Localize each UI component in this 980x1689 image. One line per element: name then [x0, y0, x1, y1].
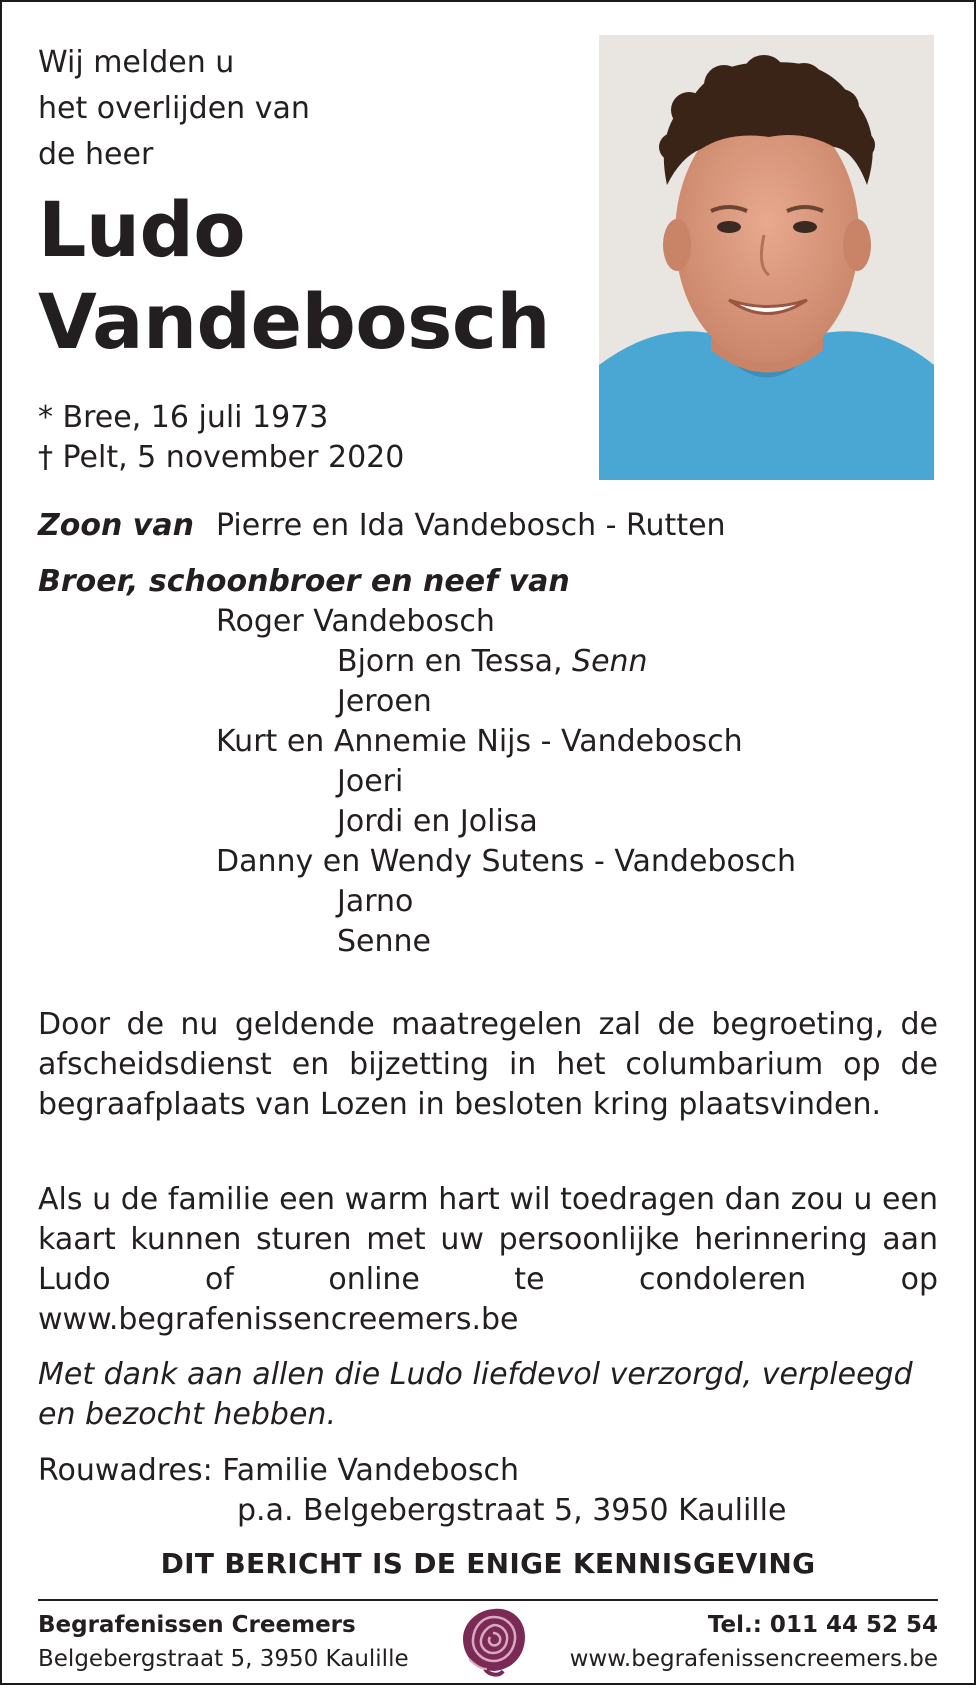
siblings-heading-row — [38, 562, 938, 602]
nephew-name: Senne — [337, 924, 431, 959]
list-item — [38, 882, 938, 922]
rose-icon — [455, 1605, 533, 1681]
phone-number: Tel.: 011 44 52 54 — [707, 1612, 938, 1638]
family-group-1 — [38, 602, 938, 642]
nephew-name: Jarno — [337, 884, 414, 919]
list-item — [38, 762, 938, 802]
nephew-name: Joeri — [337, 764, 404, 799]
family-group-2 — [38, 722, 938, 762]
nephew-name: Jordi en Jolisa — [337, 804, 538, 839]
family-list — [38, 506, 938, 962]
grandchild-name: Senn — [572, 644, 648, 679]
life-dates — [38, 398, 404, 478]
list-item — [38, 682, 938, 722]
parents-row — [38, 506, 938, 546]
intro-line-2: het overlijden van — [38, 91, 310, 126]
mourning-address — [38, 1451, 938, 1531]
first-name: Ludo — [38, 185, 246, 274]
nephew-name: Bjorn en Tessa, Senn — [337, 644, 648, 679]
nephew-name: Jeroen — [337, 684, 432, 719]
list-item — [38, 642, 938, 682]
undertaker-info — [38, 1608, 409, 1676]
sibling-name: Kurt en Annemie Nijs - Vandebosch — [216, 724, 743, 759]
intro-line-1: Wij melden u — [38, 45, 235, 80]
death-date: † Pelt, 5 november 2020 — [38, 440, 405, 475]
siblings-label: Broer, schoonbroer en neef van — [38, 564, 570, 599]
portrait-photo — [599, 35, 934, 480]
footer-divider — [38, 1599, 938, 1601]
website-link[interactable]: www.begrafenissencreemers.be — [569, 1646, 938, 1672]
portrait-illustration — [599, 35, 934, 480]
condolence-paragraph: Als u de familie een warm hart wil toedragen dan zou u een kaart kunnen sturen met uw persoonlijke herinnering aan Ludo of online te condoleren op www.begrafenissencreemers.be — [38, 1182, 938, 1337]
birth-date: * Bree, 16 juli 1973 — [38, 400, 329, 435]
intro-text — [38, 40, 310, 178]
undertaker-street: Belgebergstraat 5, 3950 Kaulille — [38, 1646, 409, 1672]
sibling-name: Danny en Wendy Sutens - Vandebosch — [216, 844, 796, 879]
parents-names: Pierre en Ida Vandebosch - Rutten — [216, 508, 726, 543]
son-of-label: Zoon van — [38, 508, 194, 543]
undertaker-contact — [570, 1608, 938, 1676]
undertaker-name: Begrafenissen Creemers — [38, 1612, 356, 1638]
list-item — [38, 922, 938, 962]
sibling-name: Roger Vandebosch — [216, 604, 495, 639]
only-notice-text: DIT BERICHT IS DE ENIGE KENNISGEVING — [160, 1547, 816, 1580]
deceased-name — [38, 184, 550, 368]
list-item — [38, 802, 938, 842]
intro-line-3: de heer — [38, 137, 154, 172]
address-line-2: p.a. Belgebergstraat 5, 3950 Kaulille — [237, 1493, 787, 1528]
address-line-1: Rouwadres: Familie Vandebosch — [38, 1453, 519, 1488]
last-name: Vandebosch — [38, 277, 551, 366]
thanks-paragraph: Met dank aan allen die Ludo liefdevol verzorgd, verpleegd en bezocht hebben. — [38, 1357, 913, 1432]
family-group-3 — [38, 842, 938, 882]
measures-paragraph: Door de nu geldende maatregelen zal de begroeting, de afscheidsdienst en bijzetting in het columbarium op de begraafplaats van Lozen in besloten kring plaatsvinden. — [38, 1007, 938, 1122]
